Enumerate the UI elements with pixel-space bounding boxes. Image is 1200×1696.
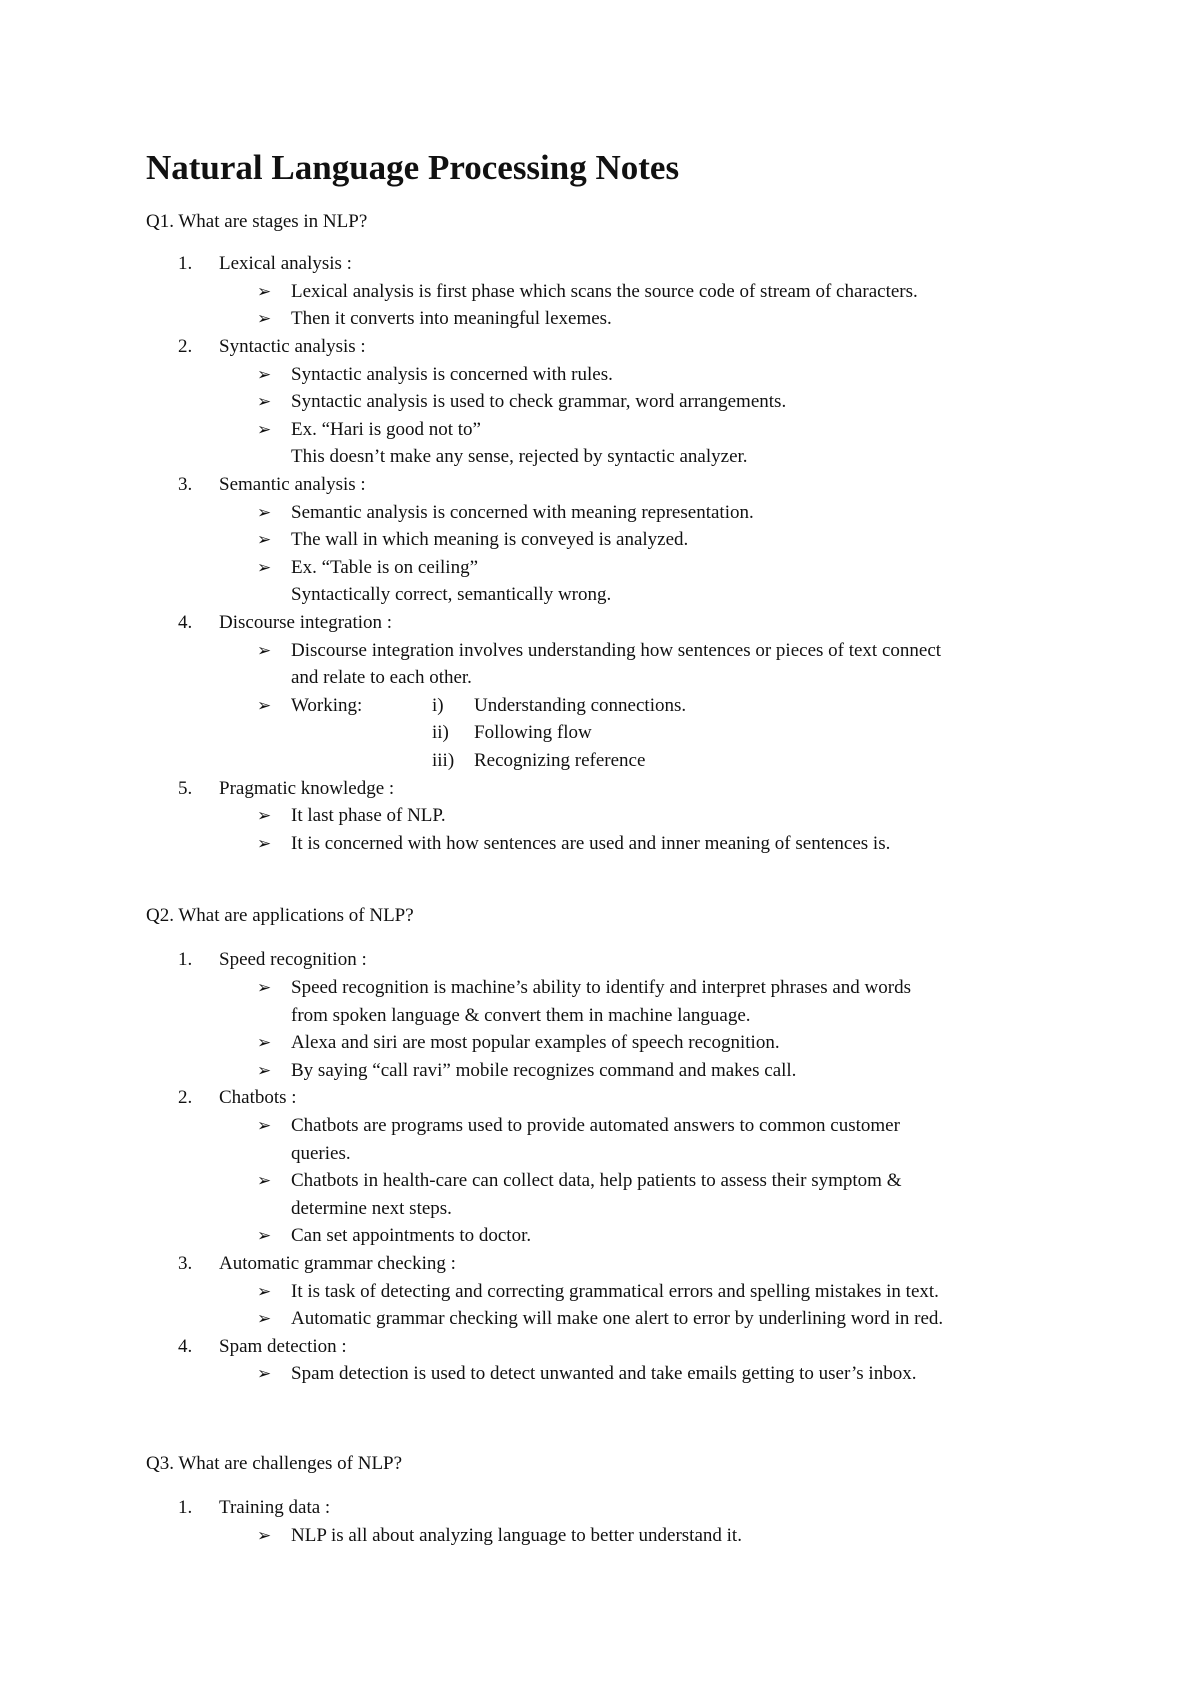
arrow-bullet-icon: ➢ (257, 1282, 272, 1302)
arrow-bullet-icon: ➢ (257, 503, 272, 523)
roman-numeral: i) (432, 695, 444, 716)
list-item (178, 250, 352, 277)
bullet-text: Ex. “Table is on ceiling” (291, 557, 479, 578)
bullet-continuation: This doesn’t make any sense, rejected by syntactic analyzer. (291, 446, 748, 467)
bullet-text: NLP is all about analyzing language to better understand it. (291, 1525, 742, 1546)
bullet-text: Then it converts into meaningful lexemes. (291, 308, 612, 329)
roman-numeral: ii) (432, 722, 449, 743)
arrow-bullet-icon: ➢ (257, 309, 272, 329)
item-label: Pragmatic knowledge : (219, 778, 395, 799)
bullet-text: Can set appointments to doctor. (291, 1225, 532, 1246)
arrow-bullet-icon: ➢ (257, 641, 272, 661)
arrow-bullet-icon: ➢ (257, 1171, 272, 1191)
arrow-bullet-icon: ➢ (257, 1309, 272, 1329)
arrow-bullet-icon: ➢ (257, 834, 272, 854)
bullet-point (257, 305, 612, 333)
list-item (178, 1250, 456, 1277)
bullet-text: Speed recognition is machine’s ability to identify and interpret phrases and words (291, 977, 911, 998)
arrow-bullet-icon: ➢ (257, 1364, 272, 1384)
question-heading: Q3. What are challenges of NLP? (146, 1453, 403, 1474)
bullet-text: It is concerned with how sentences are used and inner meaning of sentences is. (291, 833, 891, 854)
bullet-text: It is task of detecting and correcting grammatical errors and spelling mistakes in text. (291, 1281, 939, 1302)
question-heading: Q1. What are stages in NLP? (146, 211, 368, 232)
list-item (178, 946, 367, 973)
item-number: 4. (178, 1336, 193, 1357)
item-number: 2. (178, 336, 193, 357)
bullet-point (257, 278, 918, 306)
bullet-text: It last phase of NLP. (291, 805, 446, 826)
arrow-bullet-icon: ➢ (257, 806, 272, 826)
bullet-point (257, 361, 613, 389)
bullet-text: Semantic analysis is concerned with meaning representation. (291, 502, 754, 523)
bullet-point (257, 1278, 939, 1306)
sub-list-item (432, 719, 592, 746)
bullet-point (257, 1305, 943, 1333)
item-number: 3. (178, 474, 193, 495)
bullet-point (257, 1112, 900, 1140)
bullet-point (257, 802, 446, 830)
arrow-bullet-icon: ➢ (257, 1226, 272, 1246)
bullet-point (257, 416, 481, 444)
item-label: Semantic analysis : (219, 474, 366, 495)
list-item (178, 471, 366, 498)
arrow-bullet-icon: ➢ (257, 978, 272, 998)
arrow-bullet-icon: ➢ (257, 696, 272, 716)
arrow-bullet-icon: ➢ (257, 282, 272, 302)
bullet-point (257, 692, 362, 720)
list-item (178, 609, 392, 636)
item-label: Speed recognition : (219, 949, 367, 970)
item-label: Discourse integration : (219, 612, 393, 633)
bullet-point (257, 830, 890, 858)
bullet-point (257, 637, 941, 665)
bullet-text: Chatbots are programs used to provide automated answers to common customer (291, 1115, 900, 1136)
bullet-point (257, 1167, 901, 1195)
arrow-bullet-icon: ➢ (257, 365, 272, 385)
item-label: Automatic grammar checking : (219, 1253, 456, 1274)
item-number: 4. (178, 612, 193, 633)
bullet-text: Spam detection is used to detect unwanted and take emails getting to user’s inbox. (291, 1363, 917, 1384)
bullet-text: By saying “call ravi” mobile recognizes command and makes call. (291, 1060, 797, 1081)
sub-item-text: Understanding connections. (474, 695, 687, 716)
item-number: 5. (178, 778, 193, 799)
arrow-bullet-icon: ➢ (257, 420, 272, 440)
document-title: Natural Language Processing Notes (146, 148, 680, 187)
arrow-bullet-icon: ➢ (257, 1061, 272, 1081)
bullet-point (257, 1522, 742, 1550)
bullet-point (257, 499, 754, 527)
bullet-text: Automatic grammar checking will make one alert to error by underlining word in red. (291, 1308, 944, 1329)
item-label: Lexical analysis : (219, 253, 352, 274)
bullet-text: Chatbots in health-care can collect data, help patients to assess their symptom & (291, 1170, 902, 1191)
item-number: 1. (178, 949, 193, 970)
roman-numeral: iii) (432, 750, 455, 771)
item-number: 2. (178, 1087, 193, 1108)
list-item (178, 775, 394, 802)
arrow-bullet-icon: ➢ (257, 558, 272, 578)
sub-list-item (432, 747, 645, 774)
list-item (178, 1333, 347, 1360)
list-item (178, 1084, 297, 1111)
bullet-point (257, 1360, 916, 1388)
arrow-bullet-icon: ➢ (257, 1033, 272, 1053)
question-heading: Q2. What are applications of NLP? (146, 905, 414, 926)
item-label: Syntactic analysis : (219, 336, 366, 357)
arrow-bullet-icon: ➢ (257, 530, 272, 550)
bullet-point (257, 1029, 780, 1057)
item-label: Training data : (219, 1497, 331, 1518)
bullet-point (257, 1057, 796, 1085)
bullet-continuation: and relate to each other. (291, 667, 472, 688)
bullet-text: Discourse integration involves understanding how sentences or pieces of text connect (291, 640, 942, 661)
bullet-point (257, 388, 786, 416)
bullet-continuation: Syntactically correct, semantically wrong. (291, 584, 612, 605)
item-label: Chatbots : (219, 1087, 297, 1108)
arrow-bullet-icon: ➢ (257, 1116, 272, 1136)
bullet-continuation: determine next steps. (291, 1198, 452, 1219)
bullet-continuation: from spoken language & convert them in machine language. (291, 1005, 751, 1026)
bullet-point (257, 1222, 531, 1250)
bullet-text: Syntactic analysis is concerned with rules. (291, 364, 613, 385)
bullet-text: Syntactic analysis is used to check grammar, word arrangements. (291, 391, 787, 412)
bullet-point (257, 526, 688, 554)
working-label: Working: (291, 695, 363, 716)
arrow-bullet-icon: ➢ (257, 1526, 272, 1546)
item-label: Spam detection : (219, 1336, 347, 1357)
item-number: 3. (178, 1253, 193, 1274)
item-number: 1. (178, 253, 193, 274)
bullet-text: Lexical analysis is first phase which scans the source code of stream of characters. (291, 281, 918, 302)
list-item (178, 333, 366, 360)
bullet-continuation: queries. (291, 1143, 351, 1164)
bullet-point (257, 974, 911, 1002)
bullet-text: The wall in which meaning is conveyed is analyzed. (291, 529, 689, 550)
bullet-text: Ex. “Hari is good not to” (291, 419, 481, 440)
sub-item-text: Following flow (474, 722, 592, 743)
arrow-bullet-icon: ➢ (257, 392, 272, 412)
bullet-point (257, 554, 478, 582)
bullet-text: Alexa and siri are most popular examples of speech recognition. (291, 1032, 780, 1053)
sub-item-text: Recognizing reference (474, 750, 646, 771)
sub-list-item (432, 692, 686, 719)
list-item (178, 1494, 330, 1521)
item-number: 1. (178, 1497, 193, 1518)
